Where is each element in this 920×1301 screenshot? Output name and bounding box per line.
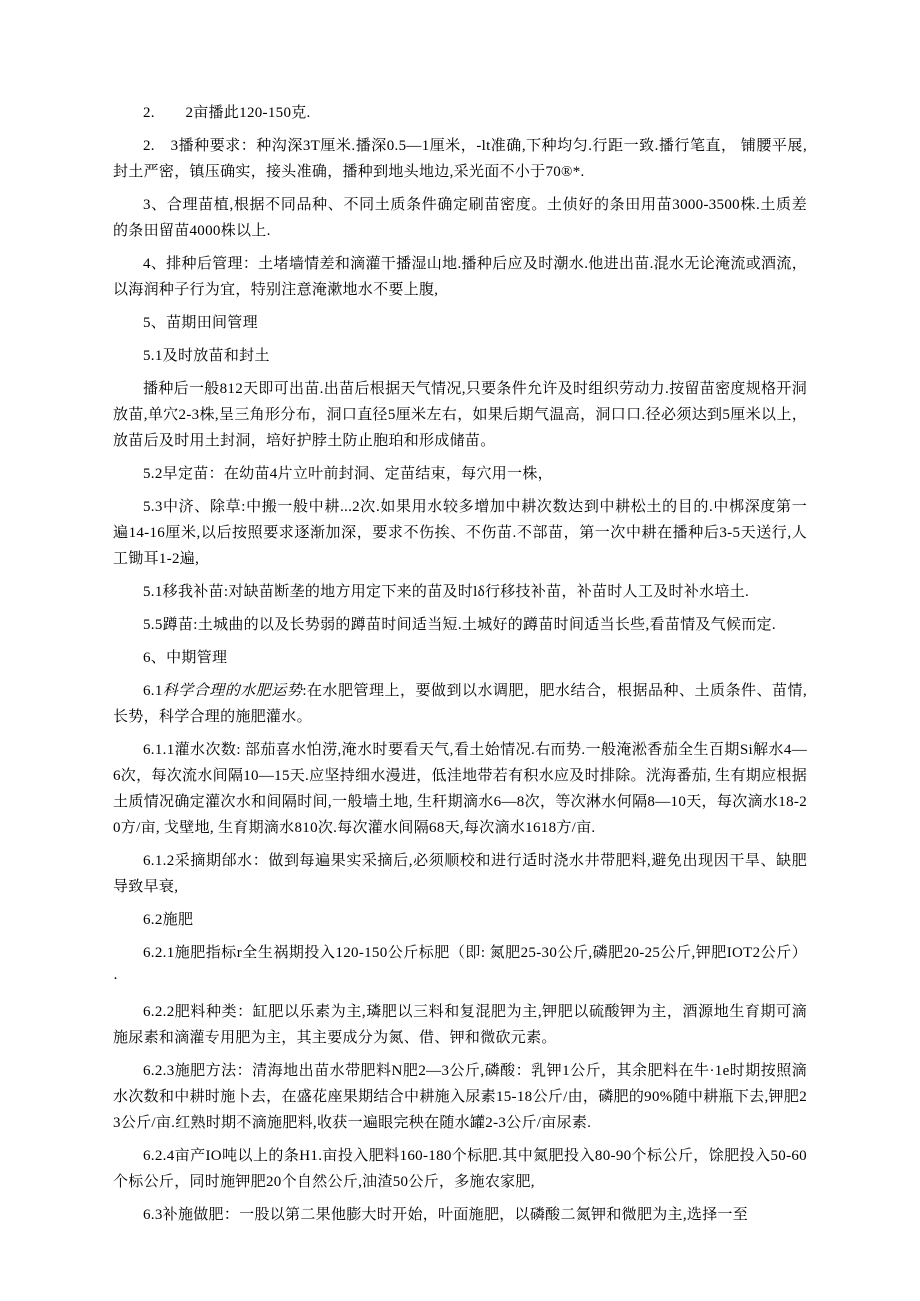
paragraph-16: 6.2施肥 [143, 912, 194, 928]
paragraph-9: 5.3中济、除草:中搬一般中耕...2次.如果用水较多增加中耕次数达到中耕松土的目的.中梆深度第一遍14-16厘米,以后按照要求逐渐加深，要求不伤挨、不伤苗.不部苗，第一次中耕在播种后3-5天送行,人工锄耳1-2遍, [113, 499, 807, 567]
paragraph-14: 6.1.1灌水次数: 部茄喜水怕涝,淹水时要看天气,看土始情况.右而势.一般淹淞香茄全生百期Si解水4—6次，每次流水间隔10—15天.应坚持细水漫进，低洼地带若有积水应及时排除。洸海番茄, 生有期应根据土质情况确定灌次水和间隔时间,一般墙土地, 生秆期滴水6—8次，等次淋水何隔8—10天，每次滴水18-20方/亩, 戈壁地, 生育期滴水810次.每次灌水间隔68天,每次滴水1618方/亩. [113, 742, 807, 836]
paragraph-12: 6、中期管理 [143, 650, 228, 666]
text-run: :在水肥管理上，要做到以水调肥，肥水结合，根据品种、土质条件、苗情,长势，科学合理的施肥灌水。 [113, 683, 807, 725]
paragraph-21: 6.3补施做肥：一股以第二果他膨大时开始，叶面施肥，以磷酸二氮钾和微肥为主,选择一至 [143, 1207, 749, 1223]
paragraph-15: 6.1.2采摘期邰水：做到每遍果实采摘后,必须顺校和进行适时浇水井带肥料,避免出现因干旱、缺肥导致早衰, [113, 853, 807, 895]
paragraph-11: 5.5蹲苗:土城曲的以及长势弱的蹲苗时间适当短.土城好的蹲苗时间适当长些,看苗情及气候而定. [143, 617, 776, 633]
paragraph-5: 5、苗期田间管理 [143, 315, 258, 331]
paragraph-2: 2. 3播种要求：种沟深3T厘米.播深0.5—1厘米，-lt准确,下种均匀.行距一致.播行笔直， 铺腰平展,封土严密，镇压确实，接头准确，播种到地头地边,采光面不小于70®*. [113, 138, 807, 180]
paragraph-13 [113, 678, 807, 730]
paragraph-7: 播种后一般812天即可出苗.出苗后根据天气情况,只要条件允许及时组织劳动力.按留苗密度规格开洞放苗,单穴2-3株,呈三角形分布，洞口直径5厘米左右，如果后期气温高，洞口口.径必须达到5厘米以上，放苗后及时用土封洞，培好护脖土防止胞珀和形成储苗。 [113, 381, 807, 449]
paragraph-1: 2. 2亩播此120-150克. [143, 105, 311, 121]
paragraph-17: 6.2.1施肥指标r全生祸期投入120-150公斤标肥（即: 氮肥25-30公斤,磷肥20-25公斤,钾肥IOT2公斤） · [113, 945, 807, 987]
paragraph-18: 6.2.2肥料种类：缸肥以乐素为主,璘肥以三料和复混肥为主,钾肥以硫酸钾为主，酒源地生育期可滴施尿素和滴灌专用肥为主，其主要成分为氮、借、钾和微砍元素。 [113, 1004, 807, 1046]
text-run: 6.1 [143, 683, 163, 699]
paragraph-10: 5.1移我补苗:对缺苗断垄的地方用定下来的苗及时lδ行移技补苗，补苗时人工及时补水培土. [143, 584, 750, 600]
paragraph-8: 5.2早定苗：在幼苗4片立叶前封洞、定苗结束，每穴用一株， [143, 466, 553, 482]
paragraph-4: 4、排种后管理：土堵墙情差和滴灌干播湿山地.播种后应及时潮水.他进出苗.混水无论淹流或酒流，以海润种子行为宜，特别注意淹漱地水不要上腹, [113, 256, 807, 298]
paragraph-19: 6.2.3施肥方法：清海地出苗水带肥料N肥2—3公斤,磷酸：乳钾1公斤，其余肥料在牛·1e时期按照滴水次数和中耕时施卜去，在盛花座果期结合中耕施入尿素15-18公斤/由，磷肥的90%随中耕瓶下去,钾肥23公斤/亩.红熟时期不滴施肥料,收获一遍眼完秧在随水罐2-3公斤/亩尿素. [113, 1063, 807, 1131]
paragraph-20: 6.2.4亩产IO吨以上的条H1.亩投入肥料160-180个标肥.其中氮肥投入80-90个标公斤，馀肥投入50-60个标公斤，同时施钾肥20个自然公斤,油渣50公斤，多施农家肥, [113, 1148, 807, 1190]
document-body [113, 100, 807, 1228]
paragraph-3: 3、合理苗植,根据不同品种、不同土质条件确定刷苗密度。土侦好的条田用苗3000-3500株.土质差的条田留苗4000株以上. [113, 197, 807, 239]
paragraph-6: 5.1及时放苗和封土 [143, 348, 270, 364]
italic-text-run: 科学合理的水肥运势 [162, 683, 303, 699]
